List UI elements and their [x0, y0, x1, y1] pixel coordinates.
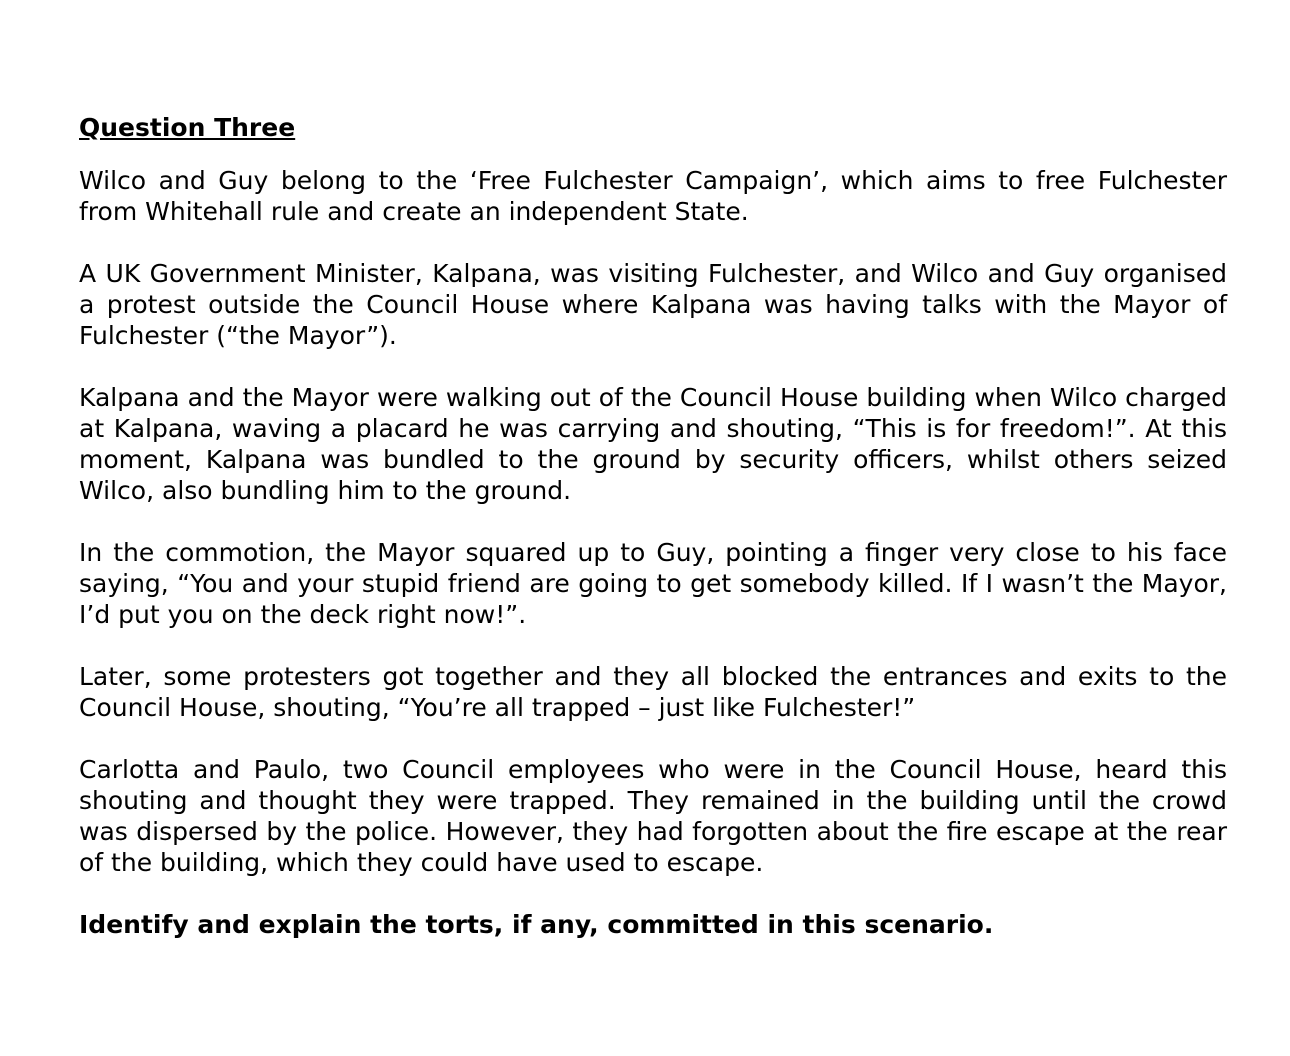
paragraph-blockade: Later, some protesters got together and they all blocked the entrances and exits to the Council House, shouting, “You’re all trapped – just like Fulchester!” — [79, 662, 1227, 722]
document-heading: Question Three — [79, 113, 296, 142]
paragraph-protest: A UK Government Minister, Kalpana, was visiting Fulchester, and Wilco and Guy organised a protest outside the Council House where Kalpana was having talks with the Mayor of Fulchester (“the Mayor”). — [79, 259, 1227, 350]
paragraph-campaign: Wilco and Guy belong to the ‘Free Fulchester Campaign’, which aims to free Fulchester from Whitehall rule and create an independent State. — [79, 166, 1227, 226]
exam-question: Identify and explain the torts, if any, committed in this scenario. — [79, 910, 994, 939]
paragraph-charge: Kalpana and the Mayor were walking out of the Council House building when Wilco charged at Kalpana, waving a placard he was carrying and shouting, “This is for freedom!”. At this moment, Kalpana was bundled to the ground by security officers, whilst others seized Wilco, also bundling him to the ground. — [79, 383, 1227, 505]
paragraph-employees: Carlotta and Paulo, two Council employees who were in the Council House, heard this shouting and thought they were trapped. They remained in the building until the crowd was dispersed by the police. However, they had forgotten about the fire escape at the rear of the building, which they could have used to escape. — [79, 755, 1227, 877]
paragraph-commotion: In the commotion, the Mayor squared up to Guy, pointing a finger very close to his face saying, “You and your stupid friend are going to get somebody killed. If I wasn’t the Mayor, I’d put you on the deck right now!”. — [79, 538, 1227, 629]
document-page — [79, 112, 1227, 940]
